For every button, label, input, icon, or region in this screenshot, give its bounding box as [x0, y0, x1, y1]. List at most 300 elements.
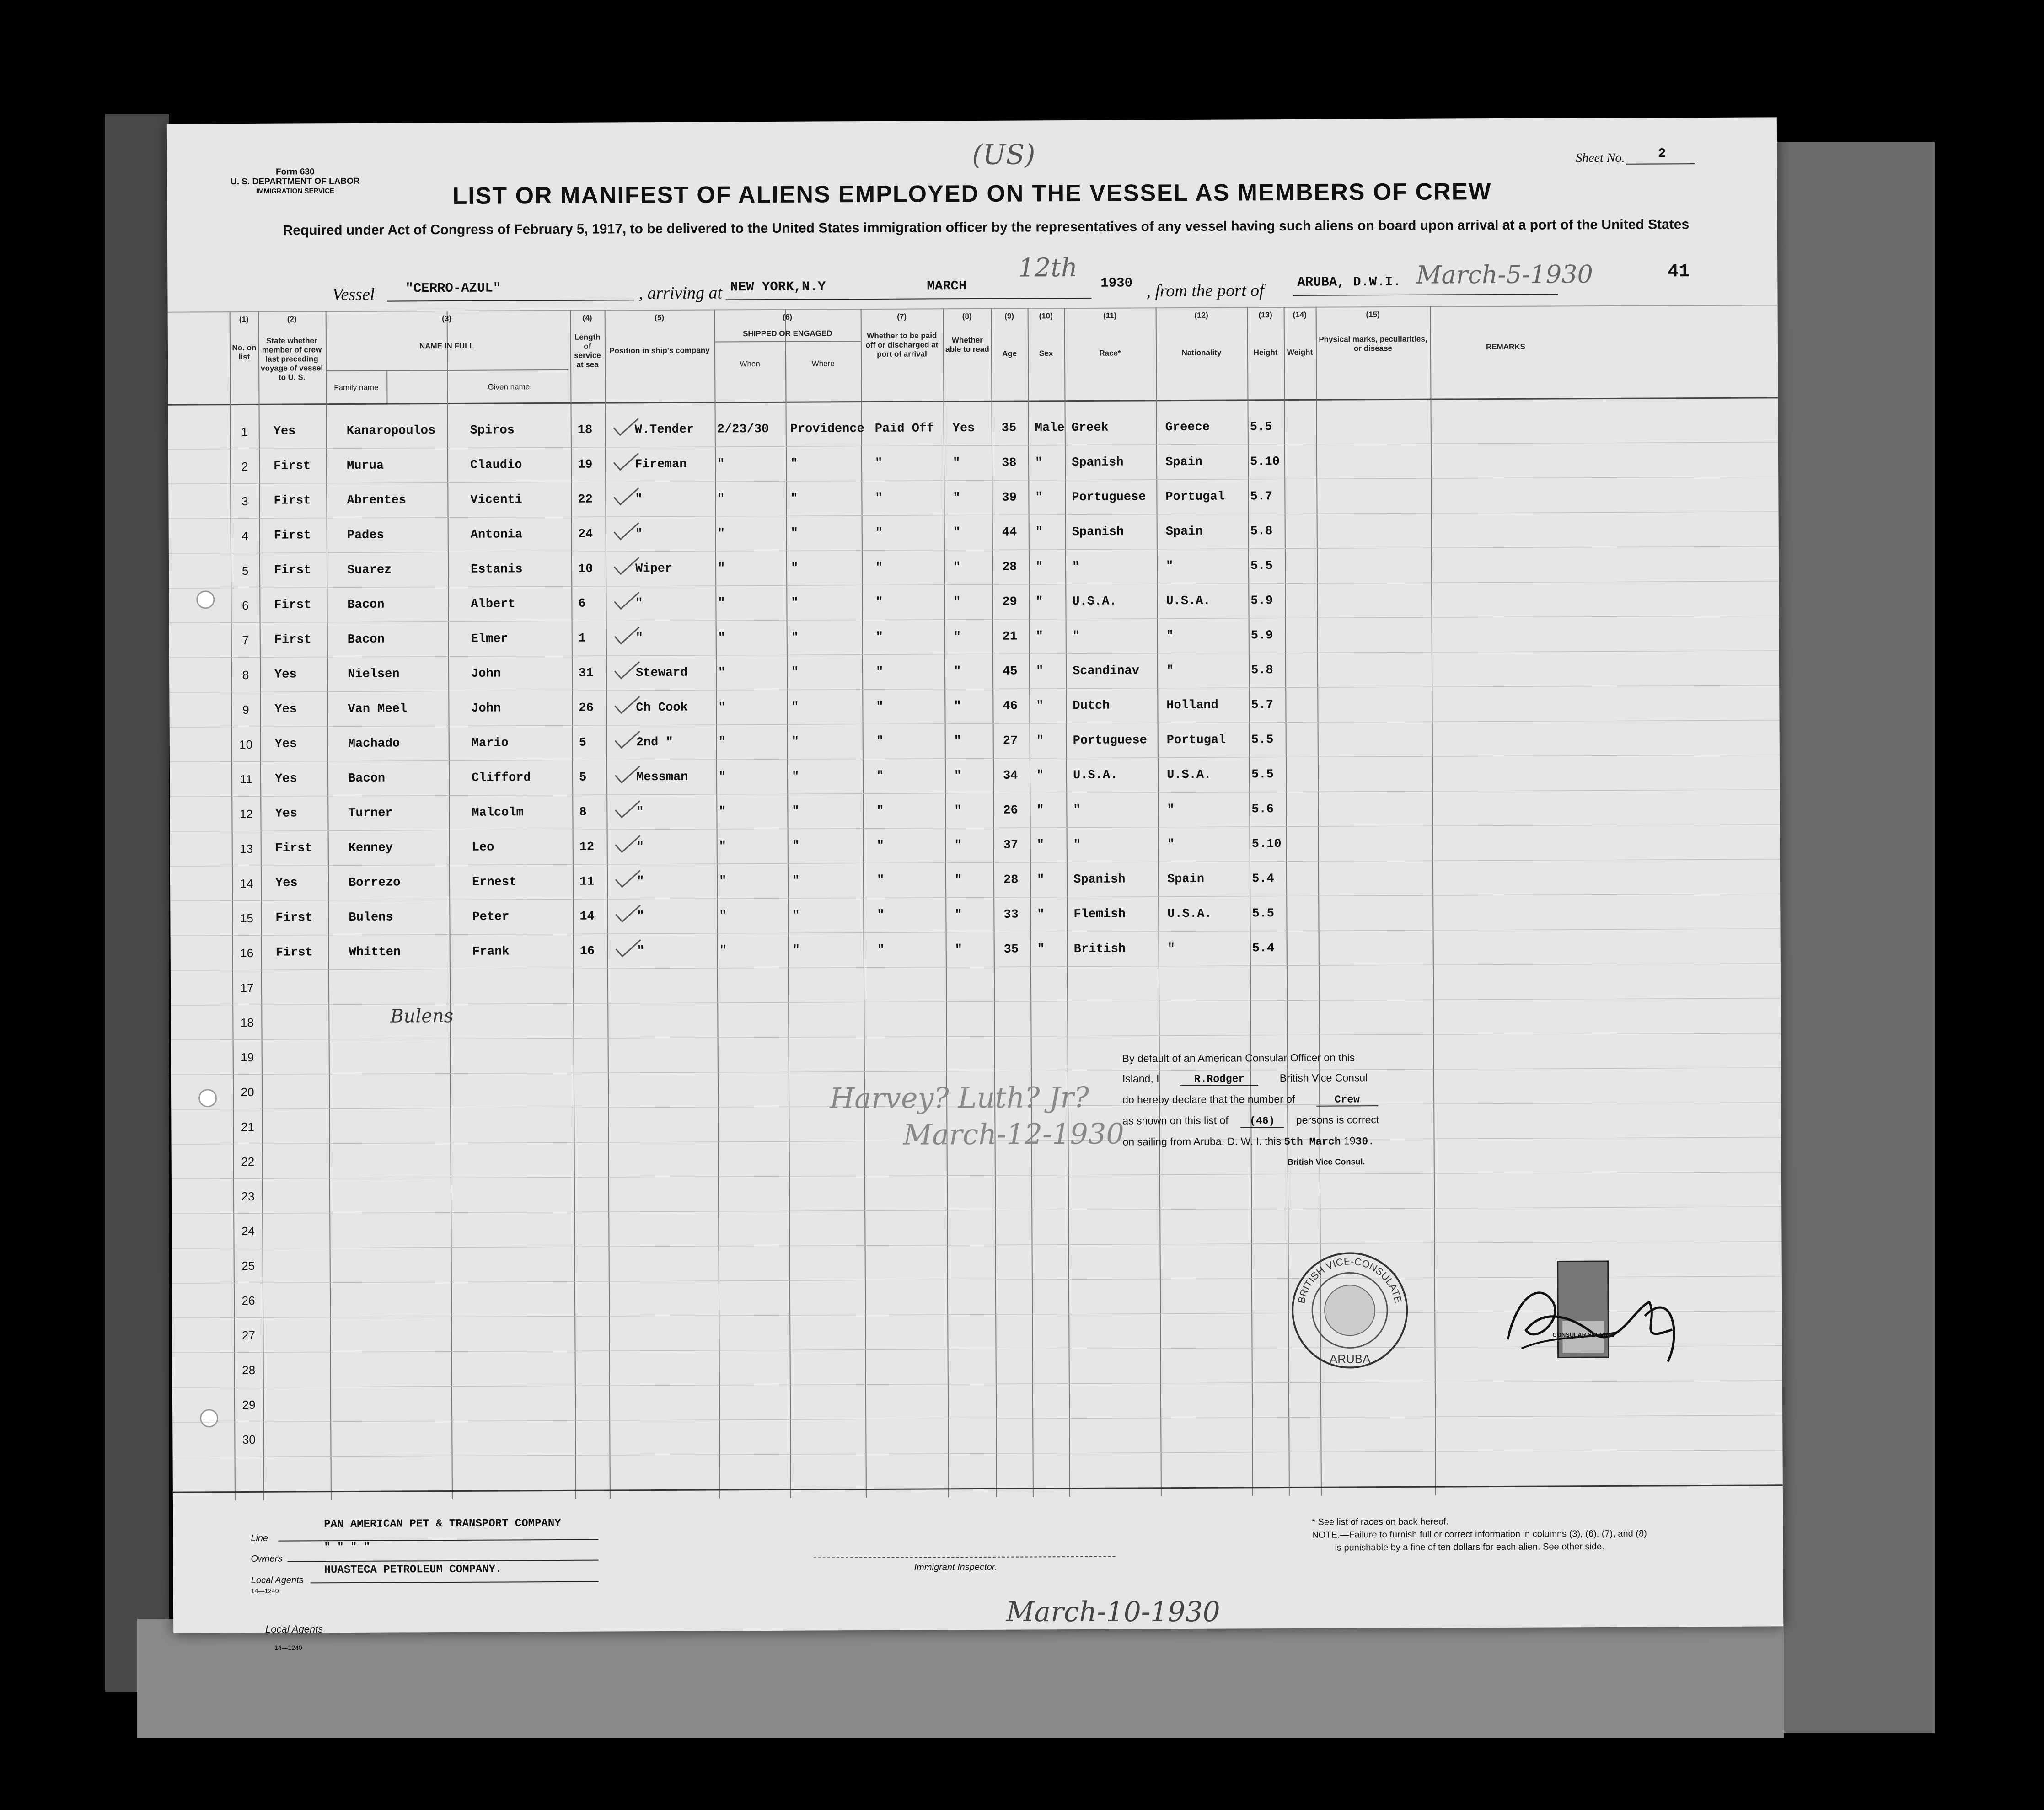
- position-cell: ": [635, 597, 643, 611]
- race-cell: U.S.A.: [1073, 768, 1118, 783]
- length-service-cell: 11: [579, 875, 595, 889]
- race-cell: Portuguese: [1072, 490, 1146, 505]
- given-name-cell: Spiros: [470, 423, 515, 438]
- family-name-cell: Van Meel: [348, 702, 408, 716]
- row-number: 6: [242, 598, 249, 612]
- shipped-when-cell: ": [718, 666, 726, 680]
- row-line: [168, 442, 1778, 449]
- length-service-cell: 18: [577, 423, 593, 437]
- sex-cell: ": [1036, 838, 1044, 852]
- height-cell: 5.8: [1250, 525, 1273, 539]
- family-name-cell: Borrezo: [348, 876, 401, 890]
- position-cell: Wiper: [635, 562, 673, 576]
- fine-note: NOTE.—Failure to furnish full or correct information in columns (3), (6), (7), and (8): [1312, 1528, 1647, 1540]
- prev-voyage-cell: Yes: [275, 876, 298, 890]
- header-previous-voyage: State whether member of crew last preceding voyage of vessel to U. S.: [261, 336, 323, 382]
- consular-seal: [1288, 1248, 1412, 1372]
- shipped-when-cell: ": [719, 805, 726, 819]
- nationality-cell: Spain: [1165, 525, 1203, 539]
- sex-cell: ": [1037, 908, 1045, 922]
- height-cell: 5.5: [1251, 733, 1274, 747]
- shipped-where-cell: ": [790, 492, 798, 506]
- col-number: (8): [962, 312, 972, 321]
- given-name-cell: Peter: [472, 910, 510, 924]
- race-cell: U.S.A.: [1072, 594, 1117, 609]
- empty-row-number: 22: [241, 1154, 255, 1169]
- row-line: [172, 1206, 1781, 1214]
- row-line: [172, 1172, 1781, 1179]
- given-name-cell: Elmer: [471, 632, 508, 646]
- paid-off-cell: ": [876, 839, 884, 853]
- row-line: [169, 650, 1779, 658]
- given-name-cell: Mario: [471, 736, 509, 750]
- col-number: (9): [1004, 311, 1014, 321]
- given-name-cell: Antonia: [470, 528, 523, 542]
- able-to-read-cell: ": [953, 665, 961, 679]
- check-mark-icon: [614, 903, 641, 924]
- consul-text: as shown on this list of: [1122, 1114, 1229, 1127]
- backing-sheet-right: [1770, 142, 1935, 1733]
- height-cell: 5.5: [1250, 420, 1272, 434]
- row-line: [171, 928, 1781, 936]
- sex-cell: Male: [1035, 421, 1065, 435]
- position-cell: ": [637, 944, 644, 959]
- row-number: 5: [241, 563, 249, 578]
- shipped-where-cell: ": [792, 874, 800, 888]
- given-name-cell: Ernest: [472, 875, 517, 889]
- paid-off-cell: ": [876, 873, 885, 888]
- nationality-cell: Portugal: [1166, 733, 1226, 748]
- paid-off-cell: ": [875, 491, 883, 505]
- shipped-when-cell: ": [718, 701, 726, 715]
- inspector-line: [814, 1556, 1116, 1558]
- prev-voyage-cell: First: [275, 946, 313, 960]
- length-service-cell: 1: [578, 632, 586, 646]
- line-label: Line: [251, 1533, 268, 1543]
- shipped-when-cell: ": [719, 909, 727, 923]
- row-line: [171, 998, 1781, 1005]
- prev-voyage-cell: Yes: [274, 668, 297, 682]
- sex-cell: ": [1035, 560, 1043, 574]
- check-mark-icon: [613, 660, 640, 680]
- nationality-cell: U.S.A.: [1166, 594, 1211, 609]
- header-shipped: SHIPPED OR ENGAGED: [743, 329, 832, 338]
- empty-row-number: 18: [240, 1015, 254, 1030]
- prev-voyage-cell: First: [275, 841, 312, 856]
- length-service-cell: 19: [578, 458, 593, 472]
- prev-voyage-cell: First: [274, 529, 311, 543]
- col-line: [991, 308, 997, 1497]
- given-name-cell: John: [471, 667, 501, 681]
- arrival-underline: [725, 298, 1091, 300]
- header-length-service: Length of service at sea: [574, 332, 601, 369]
- signature-and-stamp: [1498, 1252, 1691, 1399]
- family-name-cell: Machado: [348, 737, 400, 751]
- check-mark-icon: [612, 451, 639, 472]
- vessel-label: Vessel: [332, 284, 375, 305]
- col-line: [447, 311, 453, 1499]
- nationality-cell: ": [1167, 838, 1175, 852]
- empty-row-number: 19: [241, 1050, 254, 1065]
- consul-name: R.Rodger: [1180, 1073, 1259, 1086]
- agents-label: Local Agents: [251, 1575, 304, 1585]
- header-physical-marks: Physical marks, peculiarities, or disease: [1319, 334, 1427, 353]
- row-line: [170, 789, 1780, 797]
- col-number: (10): [1039, 311, 1053, 321]
- shipped-where-cell: ": [791, 561, 799, 575]
- sex-cell: ": [1035, 595, 1043, 609]
- col-number: (6): [783, 312, 793, 321]
- col-line: [326, 311, 332, 1500]
- length-service-cell: 24: [578, 527, 593, 541]
- row-line: [171, 1067, 1781, 1075]
- shipped-when-cell: ": [718, 770, 726, 784]
- length-service-cell: 12: [579, 840, 595, 854]
- length-service-cell: 8: [579, 805, 587, 819]
- check-mark-icon: [614, 868, 641, 889]
- shipped-where-cell: ": [791, 665, 799, 680]
- row-number: 10: [239, 737, 253, 752]
- shipped-when-cell: ": [717, 527, 725, 541]
- consul-crew: Crew: [1316, 1093, 1378, 1107]
- given-name-cell: Albert: [471, 597, 515, 611]
- shipped-where-cell: ": [791, 735, 799, 749]
- race-cell: Portuguese: [1073, 734, 1147, 748]
- under-agents-label: Local Agents: [265, 1623, 323, 1635]
- age-cell: 27: [1003, 734, 1018, 748]
- sex-cell: ": [1037, 942, 1045, 957]
- backing-sheet-left: [105, 114, 169, 1692]
- row-line: [170, 720, 1780, 727]
- arrival-port: NEW YORK,N.Y: [730, 279, 826, 295]
- arrival-year: 1930: [1100, 275, 1133, 291]
- empty-row-number: 25: [241, 1258, 255, 1273]
- manifest-sheet: [167, 117, 1783, 1633]
- inspector-note: Harvey? Luth? Jr?: [829, 1080, 1089, 1115]
- seal-text-bottom: ARUBA: [1329, 1352, 1371, 1366]
- length-service-cell: 22: [578, 493, 593, 507]
- able-to-read-cell: ": [953, 526, 961, 540]
- arrival-month: MARCH: [927, 278, 967, 294]
- age-cell: 38: [1002, 456, 1017, 470]
- col-number: (14): [1293, 310, 1307, 319]
- form-no-text: Form 630: [275, 167, 315, 177]
- check-mark-icon: [612, 590, 640, 611]
- check-mark-icon: [612, 486, 639, 507]
- age-cell: 26: [1003, 803, 1018, 818]
- shipped-where-cell: ": [792, 909, 800, 923]
- age-cell: 28: [1003, 873, 1019, 887]
- arrival-day: 12th: [1018, 253, 1078, 283]
- age-cell: 39: [1002, 491, 1017, 505]
- family-name-cell: Pades: [347, 528, 384, 542]
- consul-text: on sailing from Aruba, D. W. I. this: [1122, 1135, 1282, 1148]
- family-name-cell: Bacon: [347, 632, 385, 647]
- consul-year: 30.: [1355, 1135, 1375, 1148]
- position-cell: ": [636, 805, 644, 819]
- header-age: Age: [1002, 349, 1017, 358]
- age-cell: 35: [1001, 421, 1017, 435]
- prev-voyage-cell: Yes: [274, 737, 297, 751]
- col-line: [1064, 308, 1070, 1497]
- row-line: [171, 1033, 1781, 1040]
- row-number: 15: [240, 911, 253, 926]
- row-line: [168, 477, 1778, 484]
- prev-voyage-cell: First: [274, 563, 311, 578]
- race-cell: Greek: [1071, 421, 1109, 435]
- age-cell: 21: [1002, 630, 1018, 644]
- row-line: [169, 546, 1779, 553]
- header-position: Position in ship's company: [609, 346, 710, 355]
- sex-cell: ": [1036, 873, 1045, 887]
- given-name-cell: John: [471, 702, 501, 716]
- under-hand-date: March-10-1930: [1006, 1596, 1220, 1628]
- family-name-cell: Whitten: [349, 945, 401, 959]
- given-name-cell: Claudio: [470, 458, 522, 472]
- row-number: 1: [241, 424, 248, 439]
- nationality-cell: ": [1167, 803, 1175, 817]
- header-sex: Sex: [1039, 349, 1053, 358]
- row-line: [170, 859, 1780, 866]
- sex-cell: ": [1036, 803, 1044, 818]
- age-cell: 37: [1003, 838, 1019, 852]
- position-cell: ": [636, 840, 644, 854]
- position-cell: ": [635, 493, 643, 507]
- page-title: LIST OR MANIFEST OF ALIENS EMPLOYED ON THE VESSEL AS MEMBERS OF CREW: [452, 178, 1492, 209]
- empty-row-number: 21: [241, 1119, 254, 1134]
- row-line: [169, 616, 1779, 623]
- row-number: 4: [241, 529, 249, 543]
- paid-off-cell: ": [875, 595, 883, 610]
- empty-row-number: 28: [242, 1363, 256, 1377]
- height-cell: 5.4: [1252, 942, 1275, 956]
- from-port: ARUBA, D.W.I.: [1297, 274, 1401, 290]
- height-cell: 5.7: [1251, 698, 1274, 712]
- prev-voyage-cell: First: [274, 494, 311, 508]
- position-cell: ": [636, 875, 644, 889]
- prev-voyage-cell: First: [274, 633, 311, 647]
- check-mark-icon: [612, 417, 639, 437]
- header-when: When: [740, 359, 760, 369]
- able-to-read-cell: ": [953, 595, 961, 610]
- header-name-in-full: NAME IN FULL: [419, 341, 474, 351]
- age-cell: 28: [1002, 560, 1017, 574]
- position-cell: 2nd ": [636, 735, 673, 750]
- nationality-cell: Spain: [1167, 872, 1205, 887]
- given-name-cell: Vicenti: [470, 493, 522, 507]
- length-service-cell: 14: [579, 910, 595, 924]
- row-line: [169, 511, 1779, 519]
- col-number: (1): [239, 315, 249, 324]
- shipped-where-cell: ": [791, 770, 799, 784]
- shipped-where-cell: ": [790, 526, 799, 541]
- under-form-code: 14—1240: [274, 1644, 302, 1651]
- family-name-cell: Bacon: [347, 598, 385, 612]
- shipped-when-cell: ": [719, 944, 727, 958]
- consul-line-3: [1122, 1088, 1443, 1111]
- consul-text: Island, I: [1122, 1072, 1159, 1085]
- col-number: (2): [287, 315, 297, 324]
- sheet-underline: [1626, 163, 1695, 165]
- height-cell: 5.9: [1250, 629, 1273, 643]
- prev-voyage-cell: First: [274, 598, 311, 612]
- age-cell: 29: [1002, 595, 1017, 609]
- header-where: Where: [811, 359, 835, 368]
- race-cell: Scandinav: [1072, 664, 1139, 679]
- family-name-cell: Bacon: [348, 771, 386, 786]
- header-family-name: Family name: [334, 383, 379, 392]
- header-paid-off: Whether to be paid off or discharged at port of arrival: [865, 331, 939, 359]
- header-read: Whether able to read: [945, 335, 989, 354]
- given-name-cell: Malcolm: [472, 806, 524, 820]
- check-mark-icon: [612, 556, 640, 576]
- race-cell: Spanish: [1073, 873, 1126, 887]
- length-service-cell: 5: [579, 736, 586, 750]
- consul-line-5: [1122, 1130, 1443, 1153]
- row-number: 13: [240, 841, 253, 856]
- consul-line-1: By default of an American Consular Officer on this: [1122, 1051, 1355, 1065]
- service-text: IMMIGRATION SERVICE: [256, 187, 335, 195]
- col-number: (15): [1366, 310, 1380, 319]
- paid-off-cell: ": [876, 769, 884, 783]
- top-annotation: (US): [971, 139, 1035, 171]
- sheet-number: 2: [1658, 146, 1666, 161]
- header-height: Height: [1253, 348, 1278, 357]
- row-line: [170, 824, 1780, 831]
- consul-text: do hereby declare that the number of: [1122, 1092, 1295, 1106]
- paid-off-cell: ": [875, 456, 883, 471]
- given-name-cell: Frank: [472, 945, 510, 959]
- given-name-cell: Estanis: [471, 562, 523, 577]
- able-to-read-cell: Yes: [952, 421, 975, 436]
- length-service-cell: 16: [579, 944, 595, 959]
- height-cell: 5.10: [1250, 455, 1280, 469]
- row-number: 3: [241, 494, 248, 508]
- inspector-date: March-12-1930: [903, 1117, 1124, 1151]
- row-line: [170, 755, 1780, 762]
- row-line: [169, 685, 1779, 692]
- arriving-label: , arriving at: [638, 283, 723, 303]
- header-weight: Weight: [1287, 348, 1313, 357]
- header-bottom-line: [168, 397, 1778, 405]
- sex-cell: ": [1035, 456, 1043, 470]
- col-line: [1430, 306, 1436, 1495]
- col-number: (3): [442, 314, 452, 323]
- races-note: * See list of races on back hereof.: [1312, 1516, 1449, 1527]
- consul-date: 5th March: [1284, 1135, 1341, 1148]
- able-to-read-cell: ": [953, 630, 961, 644]
- col-number: (7): [897, 312, 907, 321]
- header-remarks: REMARKS: [1486, 342, 1525, 352]
- row-line: [172, 1241, 1782, 1248]
- row-number: 11: [240, 772, 252, 787]
- col-line: [258, 311, 264, 1500]
- header-subline-shipped: [714, 341, 861, 342]
- height-cell: 5.5: [1250, 559, 1273, 573]
- page-number: 41: [1668, 262, 1690, 283]
- check-mark-icon: [612, 521, 640, 541]
- race-cell: ": [1073, 838, 1081, 852]
- row-number: 8: [242, 668, 249, 682]
- family-name-cell: Nielsen: [348, 667, 400, 681]
- nationality-cell: Greece: [1165, 420, 1210, 435]
- dept-text: U. S. DEPARTMENT OF LABOR: [231, 176, 360, 187]
- consul-line-4: [1122, 1109, 1443, 1132]
- nationality-cell: Holland: [1166, 698, 1218, 713]
- able-to-read-cell: ": [953, 561, 961, 575]
- family-name-cell: Kanaropoulos: [346, 424, 436, 438]
- position-cell: Fireman: [635, 457, 687, 472]
- able-to-read-cell: ": [953, 456, 960, 471]
- row-line: [170, 894, 1780, 901]
- prev-voyage-cell: Yes: [273, 424, 296, 439]
- nationality-cell: Spain: [1165, 455, 1203, 470]
- family-name-cell: Kenney: [348, 841, 393, 855]
- length-service-cell: 31: [579, 666, 594, 680]
- row-number: 2: [241, 459, 248, 473]
- position-cell: Ch Cook: [636, 701, 688, 715]
- length-service-cell: 10: [578, 562, 593, 576]
- shipped-where-cell: ": [791, 596, 799, 610]
- col-number: (12): [1194, 311, 1208, 320]
- given-name-cell: Clifford: [471, 771, 531, 785]
- given-name-cell: Leo: [472, 841, 494, 855]
- consular-declaration: [1122, 1047, 1443, 1173]
- line-company: PAN AMERICAN PET & TRANSPORT COMPANY: [324, 1517, 561, 1531]
- sex-cell: ": [1036, 769, 1044, 783]
- age-cell: 34: [1003, 769, 1018, 783]
- header-race: Race*: [1099, 348, 1121, 358]
- fine-note-2: is punishable by a fine of ten dollars for each alien. See other side.: [1335, 1542, 1604, 1553]
- shipped-when-cell: ": [718, 735, 726, 750]
- stamp-text: CONSULAR SERVICE: [1552, 1331, 1614, 1339]
- prev-voyage-cell: First: [274, 459, 311, 473]
- shipped-where-cell: ": [790, 457, 798, 471]
- race-cell: Spanish: [1072, 525, 1124, 540]
- row-line: [173, 1450, 1783, 1457]
- shipped-where-cell: ": [792, 839, 799, 853]
- age-cell: 46: [1003, 699, 1018, 713]
- col-line: [1247, 307, 1253, 1496]
- shipped-when-cell: ": [718, 631, 726, 645]
- col-line: [230, 311, 236, 1500]
- able-to-read-cell: ": [955, 908, 962, 922]
- race-cell: British: [1073, 942, 1126, 957]
- check-mark-icon: [613, 729, 641, 750]
- position-cell: W.Tender: [634, 423, 694, 437]
- consul-text: British Vice Consul: [1279, 1071, 1368, 1084]
- nationality-cell: ": [1167, 942, 1175, 956]
- empty-row-number: 24: [241, 1224, 255, 1238]
- row-line: [169, 581, 1779, 588]
- position-cell: Messman: [636, 770, 688, 785]
- agents-underline: [311, 1581, 599, 1584]
- race-cell: Spanish: [1072, 455, 1124, 470]
- height-cell: 5.6: [1251, 803, 1274, 817]
- age-cell: 33: [1003, 908, 1019, 922]
- empty-row-number: 29: [242, 1398, 256, 1412]
- row-line: [171, 963, 1781, 970]
- consul-line-2: [1122, 1067, 1443, 1090]
- paid-off-cell: ": [877, 943, 885, 957]
- col-line: [943, 308, 949, 1497]
- row-number: 9: [242, 702, 249, 717]
- shipped-when-cell: ": [718, 596, 725, 610]
- col-line: [605, 310, 611, 1499]
- able-to-read-cell: ": [954, 769, 962, 783]
- empty-row-number: 27: [241, 1328, 255, 1343]
- sex-cell: ": [1036, 734, 1044, 748]
